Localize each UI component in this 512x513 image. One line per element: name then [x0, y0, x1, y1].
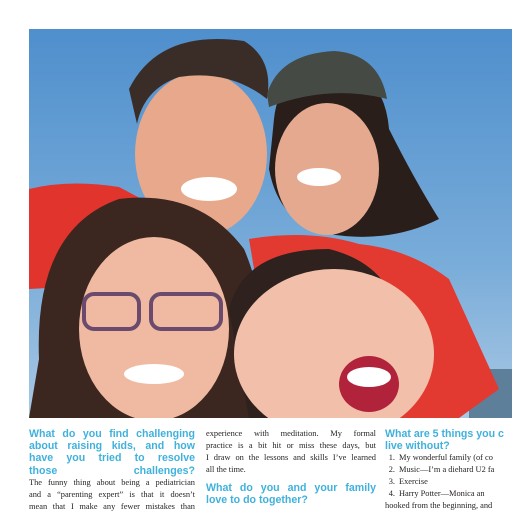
paragraph-line: mean that I make any fewer mistakes than — [29, 501, 195, 511]
heading-line: those challenges? — [29, 464, 195, 477]
paragraph-line: The funny thing about being a pediatrician — [29, 477, 195, 487]
column-2 — [206, 428, 376, 506]
paragraph-line: I draw on the lessons and skills I’ve learned — [206, 453, 376, 462]
paragraph-line: and a “parenting expert” is that it doesn’t — [29, 489, 195, 499]
list-item — [385, 464, 512, 476]
paragraph-line: experience with meditation. My formal — [206, 429, 376, 438]
list-continuation — [385, 500, 512, 512]
heading-line: live without? — [385, 440, 450, 453]
family-photo — [29, 29, 512, 418]
list-number: 1. — [388, 453, 395, 463]
answer-paragraph — [29, 477, 195, 513]
five-things-list — [385, 452, 512, 500]
heading-line: What do you find challenging — [29, 428, 195, 440]
answer-paragraph — [206, 428, 376, 476]
heading-line: about raising kids, and how — [29, 440, 195, 453]
list-number: 4. — [388, 489, 395, 499]
heading-line: love to do together? — [206, 494, 308, 507]
list-text: Exercise — [399, 477, 428, 487]
question-heading-challenging — [29, 428, 195, 477]
list-item — [385, 476, 512, 488]
list-number: 2. — [388, 465, 395, 475]
question-heading-five-things — [385, 428, 512, 452]
list-number: 3. — [388, 477, 395, 487]
heading-line: What are 5 things you c — [385, 428, 504, 440]
list-text: Music—I’m a diehard U2 fa — [399, 465, 495, 475]
column-3 — [385, 428, 512, 512]
list-item — [385, 488, 512, 500]
list-text: My wonderful family (of co — [399, 453, 493, 463]
list-text: Harry Potter—Monica an — [399, 489, 485, 499]
paragraph-line: all the time. — [206, 465, 246, 474]
heading-line: What do you and your family — [206, 482, 376, 494]
column-1 — [29, 428, 195, 513]
question-heading-family — [206, 482, 376, 506]
heading-line: have you tried to resolve — [29, 452, 195, 465]
family-photo-illustration — [29, 29, 512, 418]
list-item — [385, 452, 512, 464]
paragraph-line: hooked from the beginning, and — [385, 501, 493, 511]
paragraph-line: practice is a bit hit or miss these days, but — [206, 441, 376, 450]
